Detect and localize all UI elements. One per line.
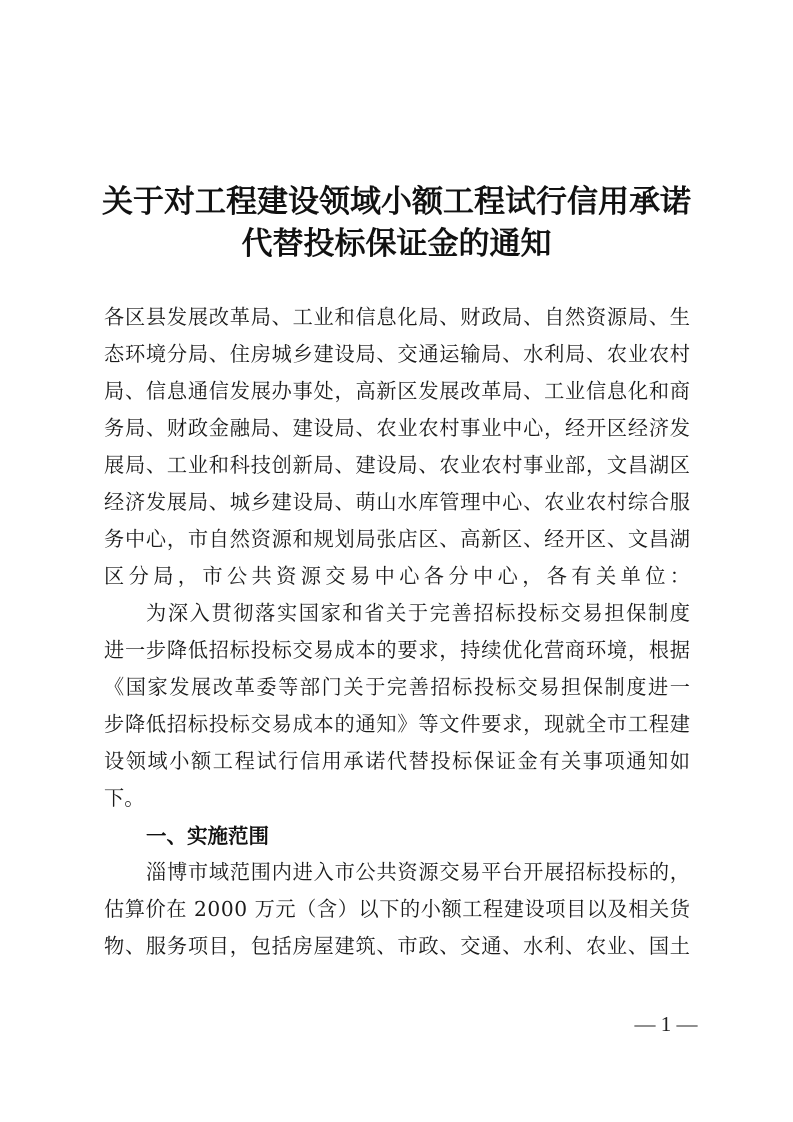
addressee-line: 区分局，市公共资源交易中心各分中心，各有关单位： [104,564,695,588]
paragraph-line: 进一步降低招标投标交易成本的要求，持续优化营商环境，根据 [104,638,691,662]
paragraph-line: 为深入贯彻落实国家和省关于完善招标投标交易担保制度 [146,601,692,625]
addressee-line: 务中心，市自然资源和规划局张店区、高新区、经开区、文昌湖 [104,527,691,551]
paragraph-line: 下。 [104,786,145,810]
addressee-line: 务局、财政金融局、建设局、农业农村事业中心，经开区经济发 [104,416,691,440]
paragraph-line: 步降低招标投标交易成本的通知》等文件要求，现就全市工程建 [104,712,691,736]
page-number: — 1 — [634,1012,698,1036]
section-heading: 一、实施范围 [146,824,269,848]
paragraph-line: 物、服务项目，包括房屋建筑、市政、交通、水利、农业、国土 [104,934,691,958]
paragraph-line: 《国家发展改革委等部门关于完善招标投标交易担保制度进一 [104,675,692,699]
addressee-line: 态环境分局、住房城乡建设局、交通运输局、水利局、农业农村 [104,342,691,366]
addressee-line: 局、信息通信发展办事处，高新区发展改革局、工业信息化和商 [104,379,691,403]
document-title-line-2: 代替投标保证金的通知 [241,226,552,262]
addressee-line: 经济发展局、城乡建设局、萌山水库管理中心、农业农村综合服 [104,490,691,514]
paragraph-line: 设领域小额工程试行信用承诺代替投标保证金有关事项通知如 [104,749,692,773]
paragraph-line: 淄博市域范围内进入市公共资源交易平台开展招标投标的， [146,860,691,884]
document-title-line-1: 关于对工程建设领域小额工程试行信用承诺 [102,184,691,220]
addressee-line: 展局、工业和科技创新局、建设局、农业农村事业部，文昌湖区 [104,453,691,477]
paragraph-line: 估算价在 2000 万元（含）以下的小额工程建设项目以及相关货 [104,897,691,921]
addressee-line: 各区县发展改革局、工业和信息化局、财政局、自然资源局、生 [104,305,691,329]
